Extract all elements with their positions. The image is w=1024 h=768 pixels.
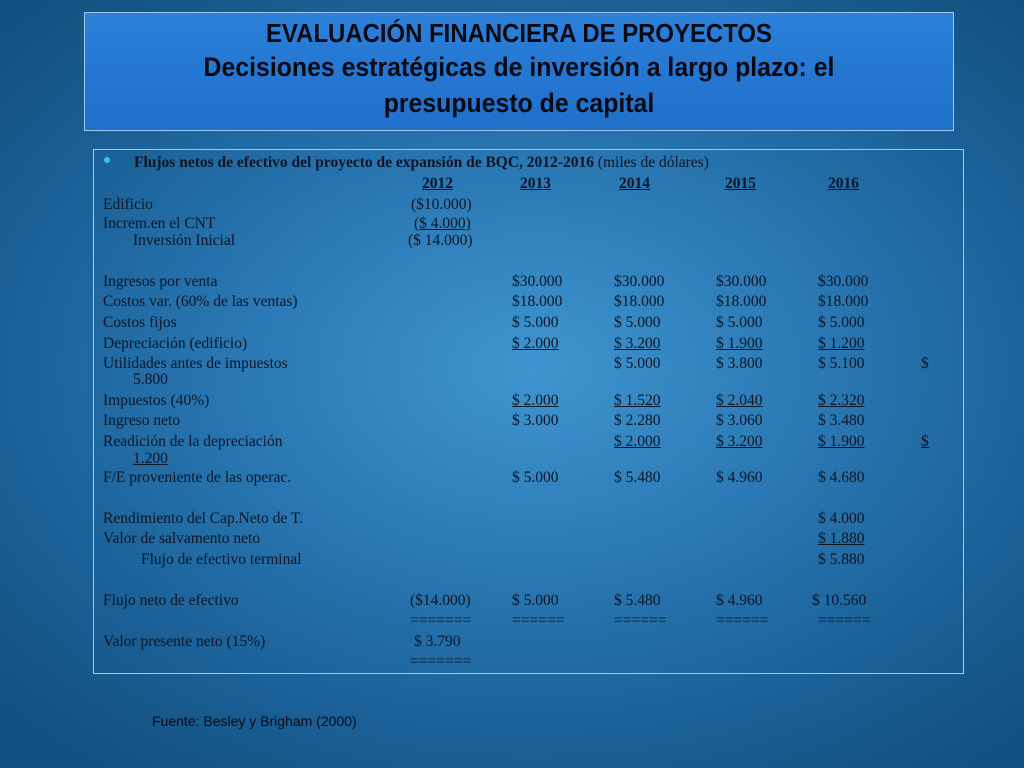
cell-cnt-2012: ($ 4.000) xyxy=(414,215,471,232)
title-line-1: EVALUACIÓN FINANCIERA DE PROYECTOS xyxy=(266,18,772,48)
cell-flujo-neto-2014: $ 5.480 xyxy=(614,592,661,609)
table-heading xyxy=(134,154,709,172)
cell-inversion-2012: ($ 14.000) xyxy=(408,232,473,249)
row-label-readicion: Readición de la depreciación xyxy=(103,433,283,450)
row-label-salvamento: Valor de salvamento neto xyxy=(103,530,261,547)
cell-ingreso-neto-2015: $ 3.060 xyxy=(716,412,763,429)
cell-costos-fijos-2015: $ 5.000 xyxy=(716,314,763,331)
cell-impuestos-2014: $ 1.520 xyxy=(614,392,661,409)
row-label-ingreso-neto: Ingreso neto xyxy=(103,412,181,429)
row-label-depreciacion: Depreciación (edificio) xyxy=(103,335,248,352)
separator-vpn: ======= xyxy=(410,653,472,670)
cell-terminal-2016: $ 5.880 xyxy=(818,551,865,568)
row-label-costos-var: Costos var. (60% de las ventas) xyxy=(103,293,298,310)
row-label-cnt: Increm.en el CNT xyxy=(103,215,216,232)
cell-flujo-neto-2012: ($14.000) xyxy=(410,592,471,609)
row-label-impuestos: Impuestos (40%) xyxy=(103,392,210,409)
row-label-fe-operac: F/E proveniente de las operac. xyxy=(103,469,292,486)
row-label-vpn: Valor presente neto (15%) xyxy=(103,633,266,650)
cell-flujo-neto-2016: $ 10.560 xyxy=(812,592,867,609)
cell-vpn-value: $ 3.790 xyxy=(414,633,461,650)
table-heading-units: (miles de dólares) xyxy=(597,154,709,171)
cell-costos-var-2016: $18.000 xyxy=(818,293,869,310)
row-label-ingresos: Ingresos por venta xyxy=(103,273,218,290)
table-heading-bold: Flujos netos de efectivo del proyecto de expansión de BQC, 2012-2016 xyxy=(134,154,594,171)
cell-utilidades-a: $ 5.000 xyxy=(614,355,661,372)
row-label-flujo-neto: Flujo neto de efectivo xyxy=(103,592,239,609)
title-line-2: Decisiones estratégicas de inversión a largo plazo: el presupuesto de capital xyxy=(203,52,835,118)
cell-edificio-2012: ($10.000) xyxy=(411,196,472,213)
cell-utilidades-c: $ 5.100 xyxy=(818,355,865,372)
cell-fe-operac-2013: $ 5.000 xyxy=(512,469,559,486)
separator-2012: ======= xyxy=(410,612,472,629)
cell-ingreso-neto-2014: $ 2.280 xyxy=(614,412,661,429)
cell-fe-operac-2016: $ 4.680 xyxy=(818,469,865,486)
cell-readicion-b: $ 3.200 xyxy=(716,433,763,450)
cell-depreciacion-2015: $ 1.900 xyxy=(716,335,763,352)
cell-readicion-d-value: 1.200 xyxy=(133,450,168,467)
cell-rendimiento-2016: $ 4.000 xyxy=(818,510,865,527)
separator-2015: ====== xyxy=(716,612,769,629)
row-label-utilidades: Utilidades antes de impuestos xyxy=(103,355,288,372)
cell-readicion-c: $ 1.900 xyxy=(818,433,865,450)
cell-readicion-d-symbol: $ xyxy=(921,433,929,450)
cell-fe-operac-2014: $ 5.480 xyxy=(614,469,661,486)
cell-utilidades-d-symbol: $ xyxy=(921,355,929,372)
cell-impuestos-2016: $ 2.320 xyxy=(818,392,865,409)
row-label-edificio: Edificio xyxy=(103,196,153,213)
cell-ingresos-2016: $30.000 xyxy=(818,273,869,290)
cell-fe-operac-2015: $ 4.960 xyxy=(716,469,763,486)
cell-salvamento-2016: $ 1.880 xyxy=(818,530,865,547)
cell-ingresos-2014: $30.000 xyxy=(614,273,665,290)
cell-utilidades-b: $ 3.800 xyxy=(716,355,763,372)
title-box xyxy=(84,12,954,131)
cell-ingreso-neto-2013: $ 3.000 xyxy=(512,412,559,429)
bullet-icon xyxy=(104,157,110,163)
cell-utilidades-d-value: 5.800 xyxy=(133,371,168,388)
cell-flujo-neto-2013: $ 5.000 xyxy=(512,592,559,609)
row-label-rendimiento: Rendimiento del Cap.Neto de T. xyxy=(103,510,304,527)
cell-impuestos-2013: $ 2.000 xyxy=(512,392,559,409)
cell-impuestos-2015: $ 2.040 xyxy=(716,392,763,409)
separator-2014: ====== xyxy=(614,612,667,629)
cell-costos-var-2014: $18.000 xyxy=(614,293,665,310)
separator-2013: ====== xyxy=(512,612,565,629)
row-label-inversion: Inversión Inicial xyxy=(133,232,236,249)
row-label-costos-fijos: Costos fijos xyxy=(103,314,177,331)
row-label-terminal: Flujo de efectivo terminal xyxy=(141,551,302,568)
source-note: Fuente: Besley y Brigham (2000) xyxy=(152,713,357,729)
cell-costos-fijos-2014: $ 5.000 xyxy=(614,314,661,331)
year-2016: 2016 xyxy=(828,175,859,192)
cell-ingreso-neto-2016: $ 3.480 xyxy=(818,412,865,429)
separator-2016: ====== xyxy=(818,612,871,629)
year-2013: 2013 xyxy=(520,175,551,192)
cell-ingresos-2015: $30.000 xyxy=(716,273,767,290)
year-2012: 2012 xyxy=(422,175,453,192)
cell-costos-var-2013: $18.000 xyxy=(512,293,563,310)
cell-depreciacion-2014: $ 3.200 xyxy=(614,335,661,352)
cell-flujo-neto-2015: $ 4.960 xyxy=(716,592,763,609)
cell-depreciacion-2013: $ 2.000 xyxy=(512,335,559,352)
cell-costos-fijos-2013: $ 5.000 xyxy=(512,314,559,331)
year-2014: 2014 xyxy=(619,175,650,192)
cell-ingresos-2013: $30.000 xyxy=(512,273,563,290)
cell-depreciacion-2016: $ 1.200 xyxy=(818,335,865,352)
year-2015: 2015 xyxy=(725,175,756,192)
cell-costos-var-2015: $18.000 xyxy=(716,293,767,310)
cell-costos-fijos-2016: $ 5.000 xyxy=(818,314,865,331)
cell-readicion-a: $ 2.000 xyxy=(614,433,661,450)
